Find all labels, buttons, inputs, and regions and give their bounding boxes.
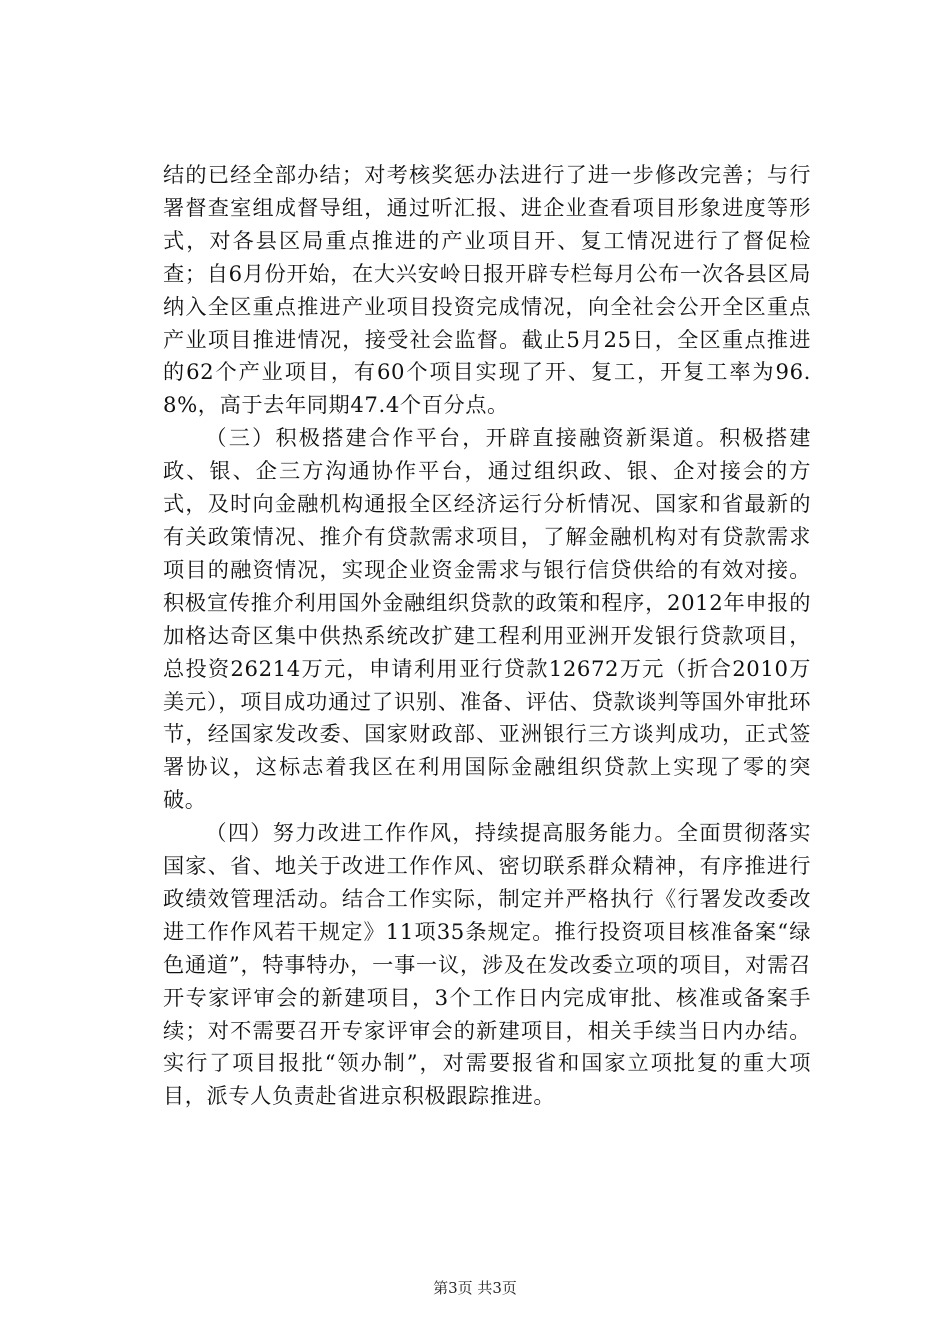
paragraph-continuation: 结的已经全部办结；对考核奖惩办法进行了进一步修改完善；与行署督查室组成督导组，通过听汇报、进企业查看项目形象进度等形式，对各县区局重点推进的产业项目开、复工情况进行了督促检查；自6月份开始，在大兴安岭日报开辟专栏每月公布一次各县区局纳入全区重点推进产业项目投资完成情况，向全社会公开全区重点产业项目推进情况，接受社会监督。截止5月25日，全区重点推进的62个产业项目，有60个项目实现了开、复工，开复工率为96.8%，高于去年同期47.4个百分点。 [163,162,811,418]
document-body [163,159,811,1113]
paragraph-section-four: （四）努力改进工作作风，持续提高服务能力。全面贯彻落实国家、省、地关于改进工作作风、密切联系群众精神，有序推进行政绩效管理活动。结合工作实际，制定并严格执行《行署发改委改进工作作风若干规定》11项35条规定。推行投资项目核准备案“绿色通道”，特事特办，一事一议，涉及在发改委立项的项目，对需召开专家评审会的新建项目，3个工作日内完成审批、核准或备案手续；对不需要召开专家评审会的新建项目，相关手续当日内办结。实行了项目报批“领办制”，对需要报省和国家立项批复的重大项目，派专人负责赴省进京积极跟踪推进。 [163,820,811,1109]
paragraph-section-three: （三）积极搭建合作平台，开辟直接融资新渠道。积极搭建政、银、企三方沟通协作平台，通过组织政、银、企对接会的方式，及时向金融机构通报全区经济运行分析情况、国家和省最新的有关政策情况、推介有贷款需求项目，了解金融机构对有贷款需求项目的融资情况，实现企业资金需求与银行信贷供给的有效对接。积极宣传推介利用国外金融组织贷款的政策和程序，2012年申报的加格达奇区集中供热系统改扩建工程利用亚洲开发银行贷款项目，总投资26214万元，申请利用亚行贷款12672万元（折合2010万美元），项目成功通过了识别、准备、评估、贷款谈判等国外审批环节，经国家发改委、国家财政部、亚洲银行三方谈判成功，正式签署协议，这标志着我区在利用国际金融组织贷款上实现了零的突破。 [163,425,811,813]
page-number-footer: 第3页 共3页 [433,1279,517,1297]
